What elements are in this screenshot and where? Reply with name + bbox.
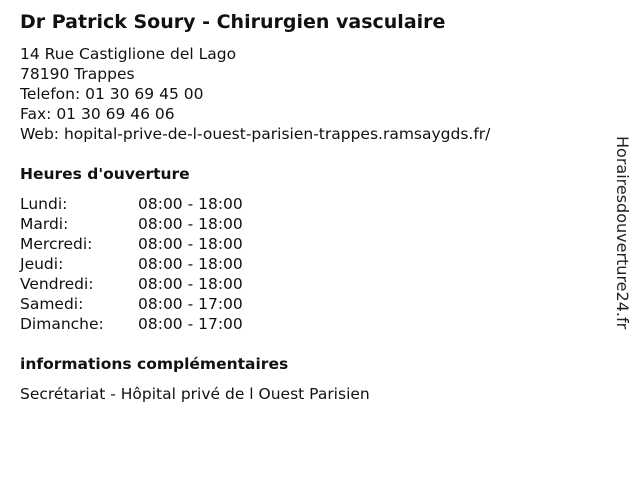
hours-row-thursday	[20, 254, 243, 274]
opening-hours-heading: Heures d'ouverture	[20, 165, 190, 183]
hours-day: Samedi:	[20, 295, 84, 313]
hours-time: 08:00 - 18:00	[138, 235, 243, 253]
hours-day: Mardi:	[20, 215, 69, 233]
hours-row-friday	[20, 274, 243, 294]
hours-time: 08:00 - 18:00	[138, 195, 243, 213]
watermark-text: Horairesdouverture24.fr	[613, 136, 632, 330]
fax-number: Fax: 01 30 69 46 06	[20, 105, 175, 123]
contact-block	[20, 44, 490, 144]
hours-time: 08:00 - 18:00	[138, 215, 243, 233]
site-watermark	[612, 136, 632, 370]
hours-day: Mercredi:	[20, 235, 93, 253]
phone-number: Telefon: 01 30 69 45 00	[20, 85, 204, 103]
hours-time: 08:00 - 18:00	[138, 275, 243, 293]
hours-time: 08:00 - 17:00	[138, 295, 243, 313]
page-title: Dr Patrick Soury - Chirurgien vasculaire	[20, 11, 446, 33]
address-city: 78190 Trappes	[20, 65, 135, 83]
hours-day: Jeudi:	[20, 255, 64, 273]
address-street: 14 Rue Castiglione del Lago	[20, 45, 237, 63]
hours-row-sunday	[20, 314, 243, 334]
hours-day: Lundi:	[20, 195, 68, 213]
hours-row-monday	[20, 194, 243, 214]
hours-time: 08:00 - 17:00	[138, 315, 243, 333]
hours-day: Dimanche:	[20, 315, 104, 333]
hours-row-wednesday	[20, 234, 243, 254]
additional-info-text: Secrétariat - Hôpital privé de l Ouest Parisien	[20, 385, 370, 403]
opening-hours-table	[20, 194, 243, 334]
hours-row-tuesday	[20, 214, 243, 234]
hours-row-saturday	[20, 294, 243, 314]
website-link[interactable]: Web: hopital-prive-de-l-ouest-parisien-trappes.ramsaygds.fr/	[20, 125, 491, 143]
hours-time: 08:00 - 18:00	[138, 255, 243, 273]
additional-info-heading: informations complémentaires	[20, 355, 289, 373]
hours-day: Vendredi:	[20, 275, 94, 293]
